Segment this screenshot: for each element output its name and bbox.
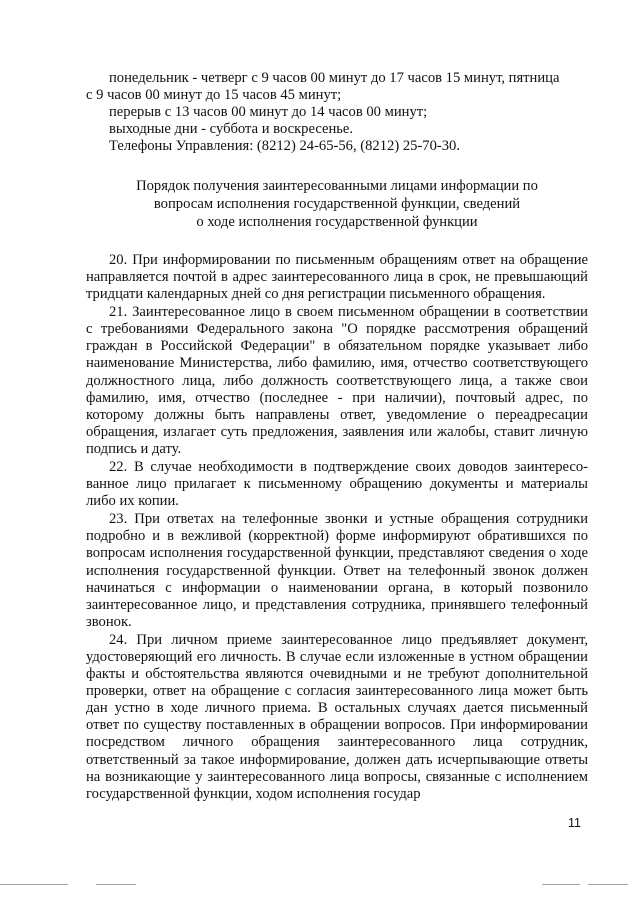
page-number: 11 [568, 816, 581, 830]
paragraph-21: 21. Заинтересованное лицо в своем письменном обращении в соответствии с требованиями Федерального закона "О порядке рассмотрения обращений граждан в Российской Федерации" в обязательном порядке указывает либо наименование Министерства, либо фамилию, имя, отчество соответствующего должностного лица, либо должность соответствующего лица, а также свои фамилию, имя, отчество (последнее - при наличии), почтовый адрес, по которому должны быть направлены ответ, уведомление о переадресации обращения, излагает суть предложения, заявления или жалобы, ставит личную подпись и дату. [86, 304, 588, 457]
paragraph-20: 20. При информировании по письменным обращениям ответ на обращение направляется почтой в адрес заинтересованного лица в срок, не превышающий тридцати календарных дней со дня регистрации письменного обращения. [86, 251, 588, 303]
section-heading-line-3: о ходе исполнения государственной функции [196, 214, 478, 231]
scan-artifact-line [588, 884, 628, 885]
paragraph-24: 24. При личном приеме заинтересованное лицо предъявляет документ, удостоверяющий его личность. В случае если изложенные в устном обращении факты и обстоятельства являются очевидными и не требуют дополнительной проверки, ответ на обращение с согласия заинтересованного лица может быть дан устно в ходе личного приема. В остальных случаях дается письменный ответ по существу поставленных в обращении вопросов. При информировании посредством личного обращения заинтересованного лица сотрудник, ответственный за такое информирование, должен дать исчерпывающие ответы на возникающие у заинтересованного лица вопросы, связанные с исполнением государственной функции, ходом исполнения государ [86, 631, 588, 802]
days-off-line: выходные дни - суббота и воскресенье. [109, 121, 354, 138]
paragraph-23: 23. При ответах на телефонные звонки и устные обращения сотрудники подробно и в вежливой (корректной) форме информируют обратившихся по вопросам исполнения государственной функции, представляют сведения о ходе исполнения государственной функции. Ответ на телефонный звонок должен начинаться с информации о наименовании органа, в который позвонило заинтересованное лицо, и представления сотрудника, принявшего телефонный звонок. [86, 511, 588, 630]
scan-artifact-line [96, 884, 136, 885]
hours-line-2: с 9 часов 00 минут до 15 часов 45 минут; [86, 87, 342, 104]
scan-artifact-line [542, 884, 580, 885]
schedule-block [86, 70, 588, 155]
hours-line-1: понедельник - четверг с 9 часов 00 минут до 17 часов 15 минут, пятница [109, 70, 560, 86]
paragraph-22: 22. В случае необходимости в подтверждение своих доводов заинтересованное лицо прилагает к письменному обращению документы и материалы либо их копии. [86, 458, 588, 510]
scan-artifact-line [0, 884, 68, 885]
section-heading [86, 178, 588, 231]
break-line: перерыв с 13 часов 00 минут до 14 часов 00 минут; [109, 104, 428, 121]
phones-line: Телефоны Управления: (8212) 24-65-56, (8212) 25-70-30. [109, 138, 460, 155]
section-heading-line-2: вопросам исполнения государственной функции, сведений [153, 196, 521, 213]
page-content [86, 70, 588, 803]
section-heading-line-1: Порядок получения заинтересованными лицами информации по [136, 178, 538, 195]
